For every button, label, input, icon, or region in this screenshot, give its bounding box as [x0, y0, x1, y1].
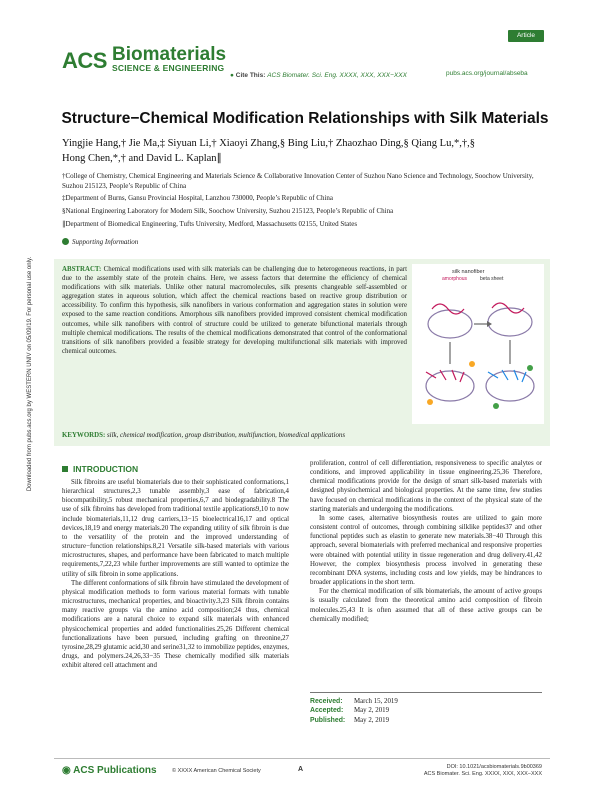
paragraph: proliferation, control of cell differentiation, responsiveness to specific analytes or conditions, and improved applicability in tissue engineering.25,36 Therefore, chemical modifications provide for the design of smart silk-based materials with designed physiochemical and biological properties. At the same time, few studies have focused on chemical modifications in the context of the physical state of the starting materials and undergoing the modifications. [310, 460, 542, 513]
received-label: Received: [310, 698, 343, 705]
page-number: A [298, 766, 304, 773]
received-date: March 15, 2019 [354, 698, 398, 705]
keywords-label: KEYWORDS: [62, 432, 106, 439]
accepted-label: Accepted: [310, 707, 344, 715]
doi-block [400, 764, 542, 778]
abstract-text [62, 265, 407, 356]
supporting-info-icon [62, 238, 69, 245]
journal-logo-title: Biomaterials [112, 44, 227, 65]
download-watermark: Downloaded from pubs.acs.org by WESTERN UNIV on 05/09/19. For personal use only. [27, 256, 33, 492]
supporting-info-label: Supporting Information [72, 238, 139, 246]
copyright: © XXXX American Chemical Society [172, 768, 261, 774]
left-column [62, 478, 289, 670]
affiliation: ‡Department of Burns, Gansu Provincial Hospital, Lanzhou 730000, People’s Republic of China [62, 194, 334, 202]
toc-label-beta-sheet: beta sheet [480, 276, 504, 282]
published-date: May 2, 2019 [354, 716, 390, 724]
accepted-date: May 2, 2019 [354, 707, 390, 715]
footer-citation: ACS Biomater. Sci. Eng. XXXX, XXX, XXX−XXX [423, 771, 542, 777]
journal-url-link[interactable]: pubs.acs.org/journal/abseba [446, 70, 528, 77]
article-title: Structure−Chemical Modification Relationships with Silk Materials [61, 110, 549, 127]
affiliation: ∥Department of Biomedical Engineering, Tufts University, Medford, Massachusetts 02155, United States [62, 220, 358, 228]
authors-line-1: Yingjie Hang,† Jie Ma,‡ Siyuan Li,† Xiaoyi Zhang,§ Bing Liu,† Zhaozhao Ding,§ Qiang Lu,*,†,§ [62, 138, 475, 149]
keywords-list: silk, chemical modification, group distribution, multifunction, biomedical applications [107, 432, 346, 439]
acs-publications-logo [62, 765, 157, 776]
paragraph: In some cases, alternative biosynthesis routes are utilized to gain more consistent control of outcomes, through combining silklike peptides37 and other functional peptides such as elastin to generate new materials.38−40 Through this approach, several biomaterials with preferred mechanical and responsive properties were obtained with potential utility in tissue regeneration and drug delivery.41,42 However, the complex biosynthesis process involved in generating these recombinant DNA systems, including costs and low yields, may be hindrances to broader applications in the short term. [310, 514, 542, 587]
cite-text: ACS Biomater. Sci. Eng. XXXX, XXX, XXX−XXX [267, 72, 407, 79]
section-heading-text: INTRODUCTION [73, 464, 139, 474]
cite-this[interactable] [230, 72, 407, 79]
doi-link[interactable]: DOI: 10.1021/acsbiomaterials.9b00369 [446, 764, 542, 770]
affiliation: §National Engineering Laboratory for Modern Silk, Soochow University, Suzhou 215123, People’s Republic of China [62, 207, 394, 215]
journal-logo-subtitle: SCIENCE & ENGINEERING [112, 63, 225, 73]
affiliation: †College of Chemistry, Chemical Engineering and Materials Science & Collaborative Innovation Center of Suzhou Nano Science and Technology, Soochow University, Suzhou 215123, People’s Republic of China [62, 172, 534, 190]
cite-icon: ● [230, 72, 234, 79]
section-heading-introduction [62, 464, 138, 474]
supporting-information-link[interactable] [62, 238, 138, 246]
acs-publications-icon: ◉ [62, 765, 71, 776]
publisher-name: ACS Publications [73, 765, 157, 776]
section-marker-icon [62, 466, 68, 472]
paragraph: Silk fibroins are useful biomaterials due to their sophisticated conformations,1 hierarchical structures,2,3 tunable assembly,3 ease of fabrication,4 biocompatibility,5 robust mechanical properties,6,7 and biodegradability.8 The use of silk fibroins has developed from traditional textile applications9,10 to now include biomaterials,11,12 drug carriers,13−15 bioelectrical16,17 and optical devices,18,19 and energy materials.20 The expanding utility of silk fibroin is due to the versatility of the protein and the improved understanding of structure−function relationships.8,21 Versatile silk-based materials with various microstructures, shapes, and performance have been fabricated to match multiple requirements,7,22,23 while further improvements are still wanted to optimize the utility of silk fibroin in some applications. [62, 479, 289, 578]
toc-label-amorphous: amorphous [442, 276, 468, 282]
authors-line-2: Hong Chen,*,† and David L. Kaplan∥ [62, 153, 222, 164]
paragraph: For the chemical modification of silk biomaterials, the amount of active groups is usually calculated from the theoretical amino acid composition of fibroin molecules.25,43 It is often assumed that all of these active groups can be chemically modified; [310, 588, 542, 623]
abstract-body: Chemical modifications used with silk materials can be challenging due to heterogeneous reactions, in part due to the assembly state of the protein chains. Here, we assess factors that determine the efficiency of chemical modifications with silk materials. Unlike other natural macromolecules, silk presents changeable self-assembled or aggregation states in aqueous solution, which affect the chemical reactions based on reactive group distribution or accessibility. To confirm this hypothesis, silk nanofibers in various conformation and aggregation states in solution were exposed to the same reaction conditions. Amorphous silk nanofibers provided improved consistent chemical modification outcomes, while silk nanofibers with control of structure could be utilized to generate bifunctional materials through multiple chemical modifications. The results of the chemical modifications demonstrated that control of the conformational transitions of silk nanofibers provided a feasible strategy for developing multifunctional silk materials with improved chemical outcomes. [62, 266, 407, 355]
cite-label: Cite This: [235, 72, 266, 79]
acs-logo: ACS [62, 48, 107, 73]
article-type-badge: Article [508, 30, 544, 42]
abstract-label: ABSTRACT: [62, 266, 102, 273]
toc-graphic [412, 264, 544, 424]
toc-label-silk-nanofiber: silk nanofiber [452, 269, 485, 275]
article-dates [310, 692, 542, 725]
toc-diagram [426, 303, 534, 409]
published-label: Published: [310, 716, 346, 724]
keywords [62, 432, 542, 439]
right-column [310, 459, 542, 624]
footer-divider [54, 758, 550, 759]
paragraph: The different conformations of silk fibroin have stimulated the development of physical modification methods to form various material formats with tunable microstructures, mechanical properties, and bioactivity.3,23 Silk fibroin contains many reactive groups via the amino acid composition;24 thus, chemical modifications are a natural choice to expand silk materials with enhanced physicochemical properties and added functionalities.25,26 Different chemical functionalizations have been pursued, including grafting on threonine,27 tyrosine,28,29 glutamic acid,30 and serine31,32 to immobilize peptides, enzymes, drugs, and polymers.24,26,33−35 These chemically modified silk materials exhibit altered cell attachment and [62, 579, 289, 670]
